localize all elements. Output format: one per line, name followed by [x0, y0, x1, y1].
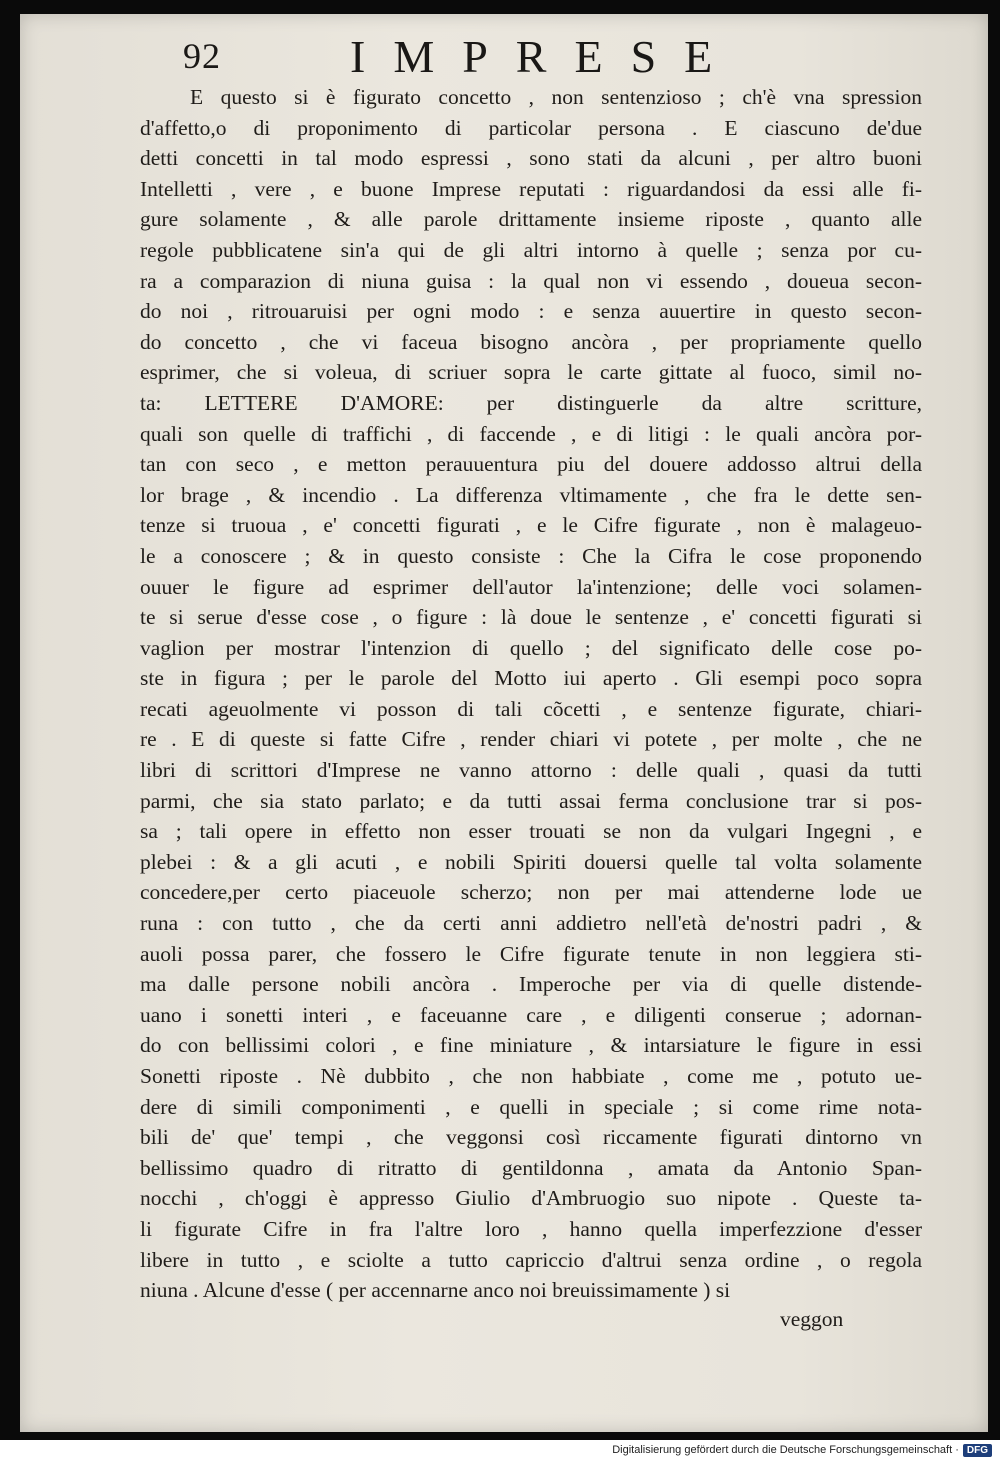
text-line: ouuer le figure ad esprimer dell'autor la'intenzione; delle voci solamen-	[140, 574, 922, 599]
text-line: runa : con tutto , che da certi anni addietro nell'età de'nostri padri , &	[140, 911, 922, 936]
text-line: uano i sonetti interi , e faceuanne care , e diligenti conserue ; adornan-	[140, 1002, 922, 1027]
text-line: bellissimo quadro di ritratto di gentildonna , amata da Antonio Span-	[140, 1155, 922, 1180]
text-line: Intelletti , vere , e buone Imprese reputati : riguardandosi da essi alle fi-	[140, 176, 922, 201]
text-line: plebei : & a gli acuti , e nobili Spiriti douersi quelle tal volta solamente	[140, 849, 922, 874]
page-number: 92	[183, 36, 221, 76]
digitization-credit	[612, 1442, 992, 1458]
text-line: re . E di queste si fatte Cifre , render chiari vi potete , per molte , che ne	[140, 727, 922, 752]
text-line: libere in tutto , e sciolte a tutto capriccio d'altrui senza ordine , o regola	[140, 1247, 922, 1272]
body-text	[140, 82, 922, 1306]
text-line: do noi , ritrouaruisi per ogni modo : e senza auuertire in questo secon-	[140, 299, 922, 324]
text-line: lor brage , & incendio . La differenza vltimamente , che fra le dette sen-	[140, 482, 922, 507]
text-line: auoli possa parer, che fossero le Cifre figurate tenute in non leggiera sti-	[140, 941, 922, 966]
text-line: ma dalle persone nobili ancòra . Imperoche per via di quelle distende-	[140, 972, 922, 997]
text-line: li figurate Cifre in fra l'altre loro , hanno quella imperfezzione d'esser	[140, 1216, 922, 1241]
dfg-logo-icon: DFG	[963, 1444, 992, 1457]
text-line: regole pubblicatene sin'a qui de gli altri intorno à quelle ; senza por cu-	[140, 237, 922, 262]
text-line: parmi, che sia stato parlato; e da tutti assai ferma conclusione trar si pos-	[140, 788, 922, 813]
text-line: E questo si è figurato concetto , non sentenzioso ; ch'è vna spression	[190, 85, 922, 109]
text-line: bili de' que' tempi , che veggonsi così riccamente figurati dintorno vn	[140, 1125, 922, 1150]
text-line: gure solamente , & alle parole drittamente insieme riposte , quanto alle	[140, 207, 922, 232]
catchword: veggon	[780, 1307, 844, 1331]
text-line: nocchi , ch'oggi è appresso Giulio d'Ambruogio suo nipote . Queste ta-	[140, 1186, 922, 1211]
text-line: sa ; tali opere in effetto non esser trouati se non da vulgari Ingegni , e	[140, 819, 922, 844]
running-head: IMPRESE	[350, 31, 741, 82]
text-line: concedere,per certo piaceuole scherzo; non per mai attenderne lode ue	[140, 880, 922, 905]
text-line: tenze si truoua , e' concetti figurati , e le Cifre figurate , non è malageuo-	[140, 513, 922, 538]
text-line: Sonetti riposte . Nè dubbito , che non habbiate , come me , potuto ue-	[140, 1064, 922, 1088]
book-page	[20, 14, 988, 1432]
text-line: do concetto , che vi faceua bisogno ancòra , per propriamente quello	[140, 329, 922, 354]
text-line: libri di scrittori d'Imprese ne vanno attorno : delle quali , quasi da tutti	[140, 758, 922, 783]
text-line: te si serue d'esse cose , o figure : là doue le sentenze , e' concetti figurati si	[140, 605, 922, 630]
text-line: quali son quelle di traffichi , di faccende , e di litigi : le quali ancòra por-	[140, 421, 922, 446]
text-line: le a conoscere ; & in questo consiste : Che la Cifra le cose proponendo	[140, 543, 922, 568]
text-line: ta: LETTERE D'AMORE: per distinguerle da altre scritture,	[140, 390, 922, 415]
text-line: dere di simili componimenti , e quelli in speciale ; si come rime nota-	[140, 1094, 922, 1119]
text-line: do con bellissimi colori , e fine miniature , & intarsiature le figure in essi	[140, 1033, 922, 1058]
text-line: tan con seco , e metton perauuentura piu del douere addosso altrui della	[140, 452, 922, 477]
text-line: d'affetto,o di proponimento di particolar persona . E ciascuno de'due	[140, 115, 922, 140]
text-line: recati ageuolmente vi posson di tali cõcetti , e sentenze figurate, chiari-	[140, 696, 922, 721]
text-line: vaglion per mostrar l'intenzion di quello ; del significato delle cose po-	[140, 635, 922, 660]
text-line: ra a comparazion di niuna guisa : la qual non vi essendo , doueua secon-	[140, 268, 922, 293]
text-line: ste in figura ; per le parole del Motto iui aperto . Gli esempi poco sopra	[140, 666, 922, 691]
text-line: detti concetti in tal modo espressi , sono stati da alcuni , per altro buoni	[140, 146, 922, 171]
text-line: esprimer, che si voleua, di scriuer sopra le carte gittate al fuoco, simil no-	[140, 360, 922, 385]
text-line: niuna . Alcune d'esse ( per accennarne anco noi breuissimamente ) si	[140, 1278, 731, 1303]
credit-text: Digitalisierung gefördert durch die Deutsche Forschungsgemeinschaft ·	[612, 1444, 959, 1456]
